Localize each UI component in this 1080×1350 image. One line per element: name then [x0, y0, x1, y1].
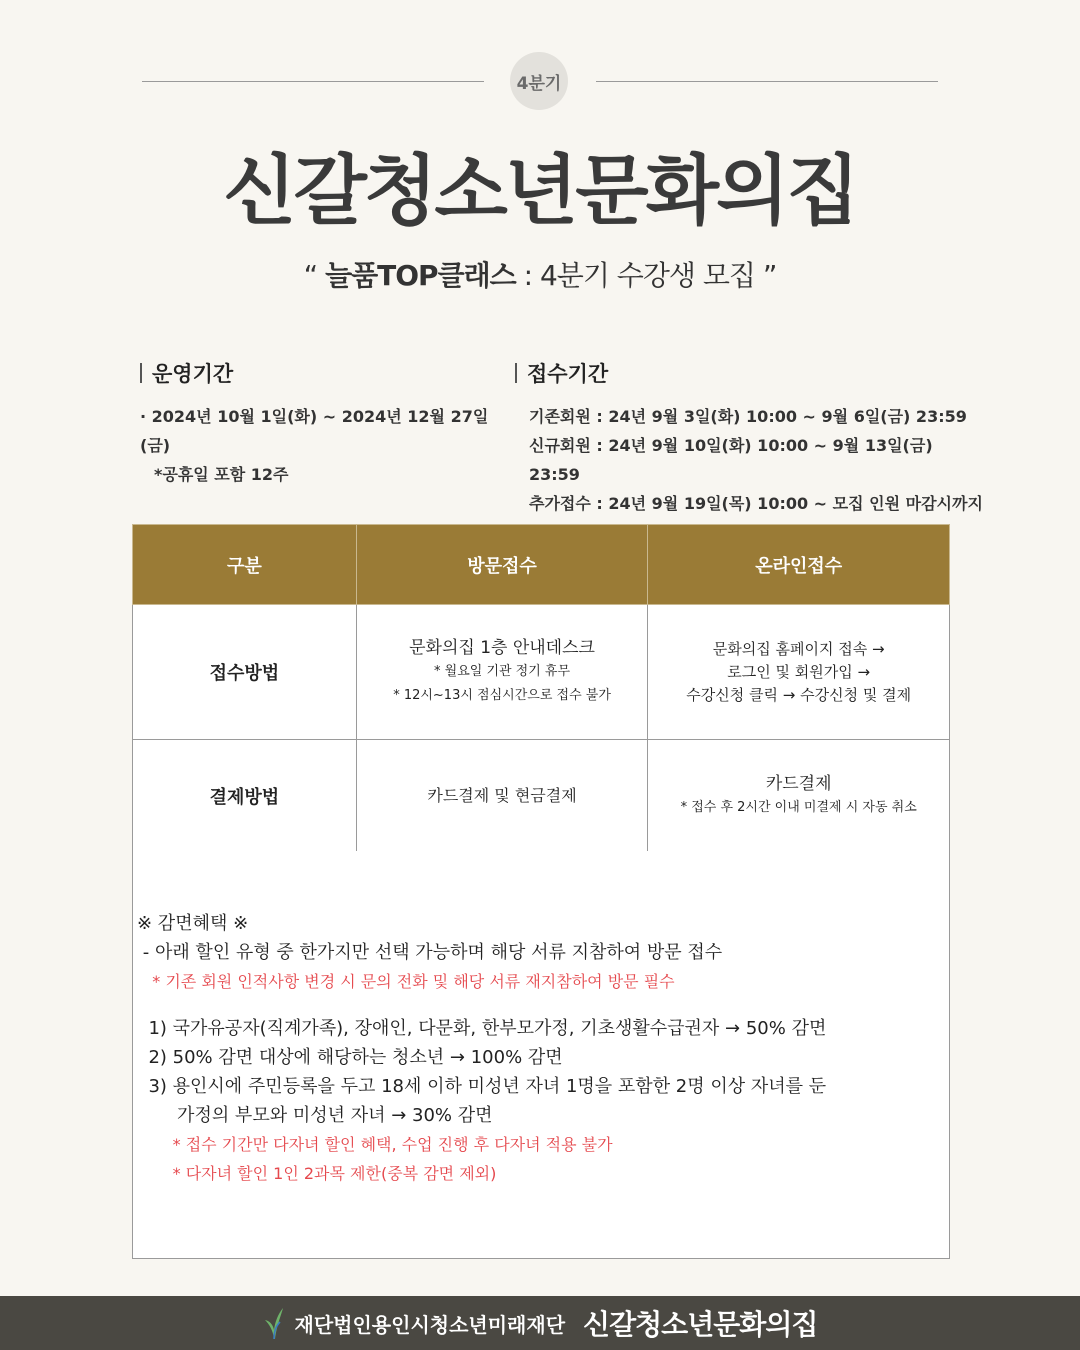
benefit-content	[137, 909, 939, 1188]
operation-period-text	[140, 402, 490, 489]
benefit-description: - 아래 할인 유형 중 한가지만 선택 가능하며 해당 서류 지참하여 방문 접수	[137, 942, 723, 963]
heading-bar	[515, 363, 517, 383]
benefit-item-1: 1) 국가유공자(직계가족), 장애인, 다문화, 한부모가정, 기초생활수급권자 → 50% 감면	[137, 1018, 827, 1039]
period-line-1: · 2024년 10월 1일(화) ~ 2024년 12월 27일	[140, 407, 489, 426]
table-header-row	[133, 525, 950, 605]
footer-bar	[0, 1296, 1080, 1350]
reception-period	[515, 358, 985, 518]
benefit-item-3-cont: 가정의 부모와 미성년 자녀 → 30% 감면	[137, 1105, 493, 1126]
operation-period	[140, 358, 490, 489]
subtitle-program-name: 늘품TOP클래스	[325, 259, 516, 292]
reception-period-heading	[515, 358, 985, 388]
benefit-item-2: 2) 50% 감면 대상에 해당하는 청소년 → 100% 감면	[137, 1047, 563, 1068]
online-payment-note: * 접수 후 2시간 이내 미결제 시 자동 취소	[680, 799, 917, 815]
row-label-payment: 결제방법	[133, 740, 357, 852]
reception-period-title: 접수기간	[527, 362, 609, 386]
benefit-box	[132, 851, 950, 1259]
badge-divider-right	[596, 81, 938, 82]
benefit-heading: ※ 감면혜택 ※	[137, 913, 249, 934]
cell-visit-payment: 카드결제 및 현금결제	[356, 740, 648, 852]
leaf-logo-icon	[263, 1306, 285, 1340]
footer-organization: 재단법인용인시청소년미래재단	[294, 1312, 566, 1337]
cell-visit-method	[356, 605, 648, 740]
reception-period-text	[529, 402, 985, 518]
cell-online-method	[648, 605, 950, 740]
visit-method-note-1: * 월요일 기관 정기 휴무	[434, 664, 571, 679]
online-step-3: 수강신청 클릭 → 수강신청 및 결제	[686, 685, 912, 704]
operation-period-title: 운영기간	[152, 362, 234, 386]
registration-table	[132, 524, 950, 852]
quarter-badge: 4분기	[510, 52, 568, 110]
period-note: *공휴일 포함 12주	[154, 465, 289, 484]
header-online: 온라인접수	[648, 525, 950, 605]
operation-period-heading	[140, 358, 490, 388]
visit-method-note-2: * 12시~13시 점심시간으로 접수 불가	[393, 688, 611, 703]
period-line-2: (금)	[140, 436, 171, 455]
cell-online-payment	[648, 740, 950, 852]
online-step-1: 문화의집 홈페이지 접속 →	[712, 639, 885, 658]
visit-method-main: 문화의집 1층 안내데스크	[409, 638, 595, 658]
benefit-note-multichild-2: * 다자녀 할인 1인 2과목 제한(중복 감면 제외)	[137, 1164, 497, 1183]
online-payment-main: 카드결제	[765, 773, 832, 794]
subtitle-close-quote: ”	[762, 259, 777, 292]
benefit-item-3: 3) 용인시에 주민등록을 두고 18세 이하 미성년 자녀 1명을 포함한 2명 이상 자녀를 둔	[137, 1076, 827, 1097]
subtitle-open-quote: “	[303, 259, 318, 292]
subtitle-rest: : 4분기 수강생 모집	[515, 259, 763, 292]
benefit-note-multichild-1: * 접수 기간만 다자녀 할인 혜택, 수업 진행 후 다자녀 적용 불가	[137, 1135, 613, 1154]
table-row-method	[133, 605, 950, 740]
heading-bar	[140, 363, 142, 383]
footer-center-name: 신갈청소년문화의집	[583, 1308, 818, 1341]
reception-line-additional: 추가접수 : 24년 9월 19일(목) 10:00 ~ 모집 인원 마감시까지	[529, 494, 983, 513]
subtitle	[0, 254, 1080, 294]
header-visit: 방문접수	[356, 525, 648, 605]
row-label-method: 접수방법	[133, 605, 357, 740]
badge-divider-left	[142, 81, 484, 82]
reception-line-new: 신규회원 : 24년 9월 10일(화) 10:00 ~ 9월 13일(금) 23:59	[529, 436, 933, 484]
spacer	[137, 996, 939, 1014]
badge-row	[142, 52, 938, 110]
online-step-2: 로그인 및 회원가입 →	[727, 662, 871, 681]
table-row-payment	[133, 740, 950, 852]
benefit-note-existing: * 기존 회원 인적사항 변경 시 문의 전화 및 해당 서류 재지참하여 방문 필수	[137, 972, 675, 991]
reception-line-existing: 기존회원 : 24년 9월 3일(화) 10:00 ~ 9월 6일(금) 23:59	[529, 407, 967, 426]
page-title: 신갈청소년문화의집	[223, 146, 857, 235]
header-category: 구분	[133, 525, 357, 605]
